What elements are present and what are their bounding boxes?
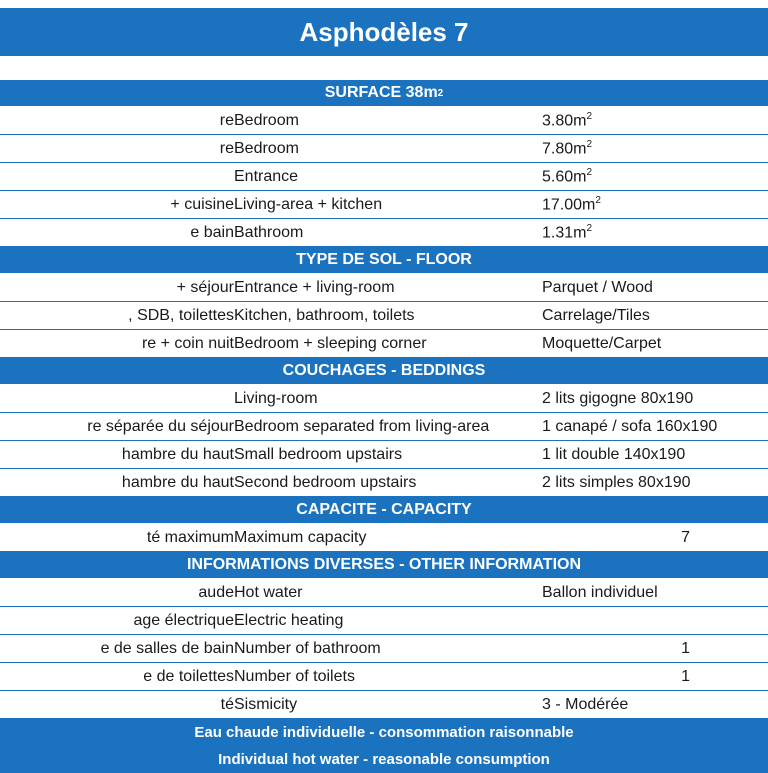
unit-superscript: 2: [586, 110, 593, 122]
value-text: 1: [681, 667, 690, 685]
table-row: [0, 524, 768, 552]
french-label: e de toilettes: [143, 667, 234, 685]
unit-superscript: 2: [586, 222, 593, 234]
english-label: Sismicity: [234, 695, 298, 713]
section-header-text: TYPE DE SOL - FLOOR: [296, 251, 472, 268]
french-label-cell: [0, 107, 234, 134]
french-label: té: [220, 695, 234, 713]
french-label-cell: [0, 191, 234, 218]
value-text: Carrelage/Tiles: [542, 306, 650, 324]
value-text: 3 - Modérée: [542, 695, 629, 713]
table-row: [0, 635, 768, 663]
french-label: té maximum: [146, 528, 234, 546]
section-header: [0, 497, 768, 524]
french-label-cell: [0, 163, 234, 190]
english-label: Bedroom separated from living-area: [234, 417, 490, 435]
value-cell: [542, 696, 768, 714]
french-label: e de salles de bain: [100, 639, 234, 657]
french-label: , SDB, toilettes: [128, 306, 234, 324]
value-text: 2 lits simples 80x190: [542, 473, 691, 491]
french-label: re: [219, 139, 234, 157]
section-header-text: INFORMATIONS DIVERSES - OTHER INFORMATION: [186, 556, 582, 573]
french-label-cell: [0, 413, 234, 440]
english-label: Entrance + living-room: [234, 278, 395, 296]
table-row: [0, 441, 768, 469]
value-text: Ballon individuel: [542, 583, 658, 601]
table-row: [0, 385, 768, 413]
french-label: hambre du haut: [121, 473, 234, 491]
page-title: [0, 8, 768, 56]
english-label: Number of bathroom: [234, 639, 381, 657]
value-cell: [542, 139, 768, 158]
french-label-cell: [0, 441, 234, 468]
value-cell: [542, 279, 768, 297]
unit-superscript: 2: [586, 166, 593, 178]
french-label-cell: [0, 385, 234, 412]
english-label: Small bedroom upstairs: [234, 445, 403, 463]
table-row: [0, 302, 768, 330]
french-label: re + coin nuit: [141, 334, 234, 352]
info-sheet: [0, 80, 768, 773]
table-row: [0, 663, 768, 691]
english-label: Living-area + kitchen: [234, 195, 383, 213]
table-row: [0, 413, 768, 441]
section-header: [0, 358, 768, 385]
english-label: Bedroom: [234, 111, 299, 129]
page-title-text: Asphodèles 7: [299, 16, 469, 47]
section-header-text: CAPACITE - CAPACITY: [296, 501, 472, 518]
french-label-cell: [0, 524, 234, 551]
french-label: e bain: [190, 223, 234, 241]
english-label: Second bedroom upstairs: [234, 473, 417, 491]
value-cell: [542, 418, 768, 436]
value-cell: [542, 195, 768, 214]
value-text: 7: [681, 528, 690, 546]
value-cell: [542, 668, 768, 686]
english-label: Living-room: [234, 389, 318, 407]
value-text: 2 lits gigogne 80x190: [542, 389, 694, 407]
value-text: Parquet / Wood: [542, 278, 653, 296]
french-label-cell: [0, 135, 234, 162]
table-row: [0, 579, 768, 607]
english-label: Entrance: [234, 167, 299, 185]
table-row: [0, 469, 768, 497]
section-header: [0, 80, 768, 107]
unit-superscript: 2: [595, 194, 601, 206]
french-label: re séparée du séjour: [87, 417, 234, 435]
french-label-cell: [0, 663, 234, 690]
section-header-text: COUCHAGES - BEDDINGS: [282, 362, 486, 379]
french-label-cell: [0, 579, 234, 606]
french-label: aude: [198, 583, 234, 601]
french-label-cell: [0, 635, 234, 662]
value-text: 1: [681, 639, 690, 657]
value-cell: [542, 335, 768, 353]
value-text: 1 canapé / sofa 160x190: [542, 417, 718, 435]
value-cell: [542, 223, 768, 242]
value-cell: [542, 584, 768, 602]
french-label-cell: [0, 469, 234, 496]
section-header-superscript: 2: [437, 87, 444, 99]
value-text: 7.80m: [542, 140, 587, 158]
section-header: [0, 552, 768, 579]
value-cell: [542, 529, 768, 547]
unit-superscript: 2: [586, 138, 593, 150]
section-header: [0, 247, 768, 274]
table-row: [0, 330, 768, 358]
english-label: Hot water: [234, 583, 303, 601]
english-label: Number of toilets: [234, 667, 355, 685]
value-cell: [542, 111, 768, 130]
english-label: Electric heating: [234, 611, 344, 629]
english-label: Maximum capacity: [234, 528, 367, 546]
footer-line-french: Eau chaude individuelle - consommation raisonnable: [0, 719, 768, 746]
value-text: 1.31m: [542, 224, 587, 242]
value-text: 17.00m: [542, 196, 596, 214]
french-label-cell: [0, 274, 234, 301]
english-label: Bedroom + sleeping corner: [234, 334, 427, 352]
value-cell: [542, 167, 768, 186]
french-label-cell: [0, 219, 234, 246]
value-cell: [542, 390, 768, 408]
value-text: 5.60m: [542, 168, 587, 186]
french-label: hambre du haut: [121, 445, 234, 463]
french-label-cell: [0, 691, 234, 718]
english-label: Bathroom: [234, 223, 304, 241]
value-cell: [542, 307, 768, 325]
french-label-cell: [0, 607, 234, 634]
table-row: [0, 107, 768, 135]
french-label-cell: [0, 302, 234, 329]
table-row: [0, 163, 768, 191]
french-label-cell: [0, 330, 234, 357]
table-row: [0, 691, 768, 719]
english-label: Bedroom: [234, 139, 299, 157]
table-row: [0, 607, 768, 635]
table-row: [0, 219, 768, 247]
section-header-text: SURFACE 38m: [324, 84, 438, 101]
french-label: re: [219, 111, 234, 129]
value-cell: [542, 446, 768, 464]
value-text: 1 lit double 140x190: [542, 445, 686, 463]
table-row: [0, 274, 768, 302]
french-label: + séjour: [176, 278, 234, 296]
value-cell: [542, 640, 768, 658]
value-text: 3.80m: [542, 112, 587, 130]
footer-line-english: Individual hot water - reasonable consumption: [0, 746, 768, 773]
french-label: age électrique: [133, 611, 234, 629]
table-row: [0, 191, 768, 219]
table-row: [0, 135, 768, 163]
english-label: Kitchen, bathroom, toilets: [234, 306, 415, 324]
french-label: + cuisine: [170, 195, 234, 213]
value-text: Moquette/Carpet: [542, 334, 662, 352]
value-cell: [542, 474, 768, 492]
